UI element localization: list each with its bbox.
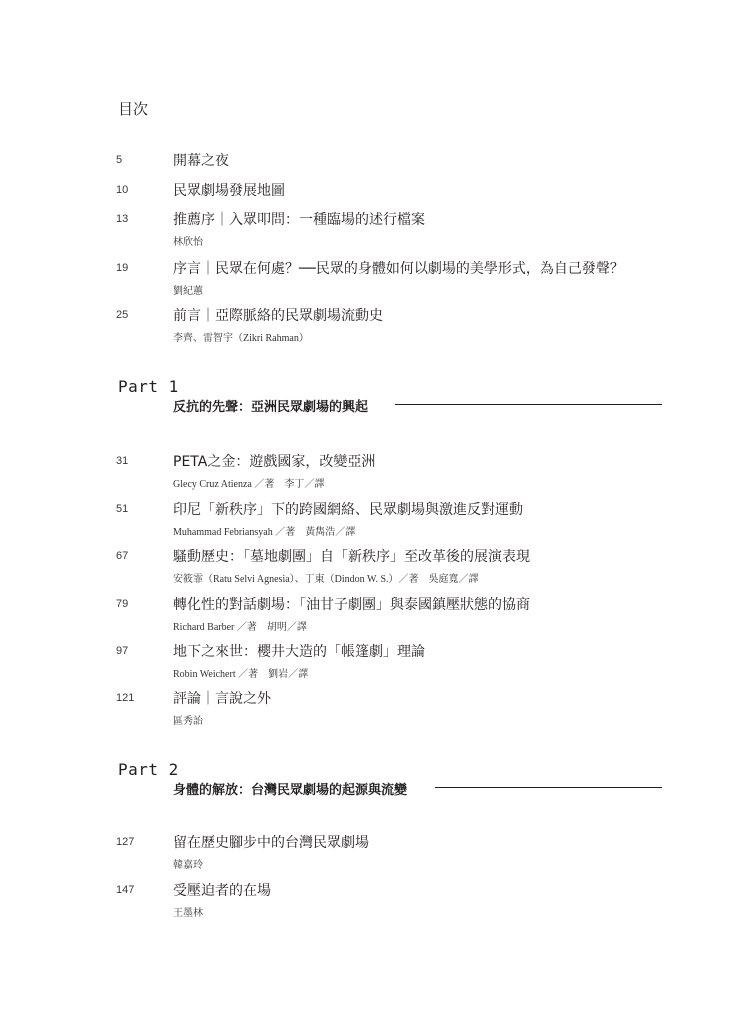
page-number: 147 [116,884,135,896]
part-label: Part 2 [118,760,179,779]
page-title: 目次 [118,100,149,118]
entry-title: 開幕之夜 [173,153,229,169]
page-number: 97 [116,645,129,657]
page-number: 13 [116,213,129,225]
page-number: 25 [116,309,129,321]
entry-title: 轉化性的對話劇場：「油甘子劇團」與泰國鎮壓狀態的協商 [173,597,530,613]
entry-title: 序言｜民眾在何處？──民眾的身體如何以劇場的美學形式，為自己發聲？ [173,261,624,277]
entry-title: 騷動歷史：「墓地劇團」自「新秩序」至改革後的展演表現 [173,549,530,565]
entry-author: 韓嘉玲 [173,860,203,871]
page-number: 51 [116,503,129,515]
entry-title: 留在歷史腳步中的台灣民眾劇場 [173,835,369,851]
page-number: 79 [116,598,129,610]
entry-title: 地下之來世：櫻井大造的「帳篷劇」理論 [173,644,425,660]
page-number: 127 [116,836,135,848]
part-subtitle: 身體的解放：台灣民眾劇場的起源與流變 [173,783,408,798]
entry-author: 區秀詒 [173,716,203,727]
entry-author: 王墨林 [173,908,203,919]
entry-author: 李齊、雷智宇（Zikri Rahman） [173,333,309,344]
entry-title: 前言｜亞際脈絡的民眾劇場流動史 [173,308,383,324]
entry-title: PETA之金：遊戲國家，改變亞洲 [173,454,376,470]
page-number: 10 [116,184,129,196]
part-divider [435,787,662,788]
entry-title: 評論｜言說之外 [173,691,271,707]
page-number: 5 [116,154,123,166]
page-number: 67 [116,550,129,562]
entry-title: 民眾劇場發展地圖 [173,183,285,199]
entry-author: 安筱霏（Ratu Selvi Agnesia）、丁東（Dindon W. S.）／著 吳庭寬／譯 [173,574,479,585]
entry-author: Richard Barber ／著 胡明／譯 [173,622,307,633]
page-number: 121 [116,692,135,704]
page-number: 31 [116,455,129,467]
entry-author: 劉紀蕙 [173,286,203,297]
entry-author: Robin Weichert ／著 劉岩／譯 [173,669,309,680]
entry-author: 林欣怡 [173,237,203,248]
entry-title: 印尼「新秩序」下的跨國網絡、民眾劇場與激進反對運動 [173,502,523,518]
part-label: Part 1 [118,377,179,396]
entry-title: 推薦序｜入眾叩問：一種臨場的述行檔案 [173,212,425,228]
entry-author: Glecy Cruz Atienza ／著 李丁／譯 [173,479,325,490]
page-number: 19 [116,262,129,274]
entry-title: 受壓迫者的在場 [173,883,271,899]
part-divider [395,404,662,405]
part-subtitle: 反抗的先聲：亞洲民眾劇場的興起 [173,400,369,415]
entry-author: Muhammad Febriansyah ／著 黃雋浩／譯 [173,527,356,538]
